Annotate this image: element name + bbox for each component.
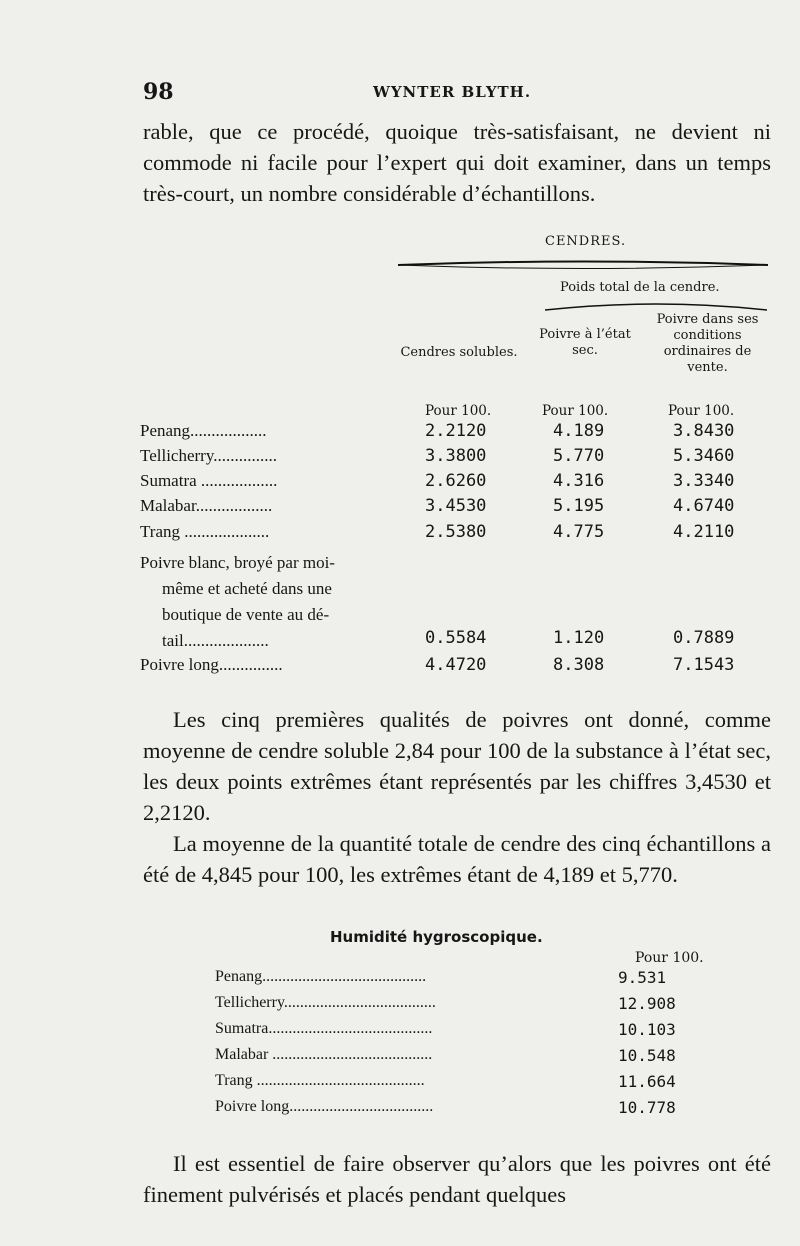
table-row: [140, 655, 780, 681]
cell-sec: 4.775: [553, 522, 605, 542]
paragraph-4: Il est essentiel de faire observer qu’alors que les poivres ont été finement pulvérisés et placés pendant quelques: [143, 1151, 771, 1207]
row-label: Tellicherry...............: [140, 446, 277, 465]
page-header: [143, 79, 773, 105]
running-title: WYNTER BLYTH.: [373, 83, 532, 101]
row-label: Sumatra.........................................: [215, 1020, 433, 1037]
table-row: [140, 446, 780, 472]
cell-vente: 5.3460: [673, 446, 735, 466]
cell-sec: 5.770: [553, 446, 605, 466]
cell-soluble: 0.5584: [425, 628, 487, 648]
row-label-line: boutique de vente au dé-: [162, 605, 330, 624]
page-number: 98: [143, 79, 174, 105]
table-row: [140, 496, 780, 522]
table-row: [215, 1020, 695, 1044]
row-label-line: Poivre blanc, broyé par moi-: [140, 553, 335, 572]
cell-sec: 4.316: [553, 471, 605, 491]
table-row: [215, 968, 695, 992]
table-row: [215, 994, 695, 1018]
paragraph-3: La moyenne de la quantité totale de cendre des cinq échantillons a été de 4,845 pour 100, les extrêmes étant de 4,189 et 5,770.: [143, 831, 771, 887]
table-row: [215, 1046, 695, 1070]
cell-value: 12.908: [618, 994, 676, 1013]
ornamental-rule: [398, 256, 768, 272]
row-label-line: même et acheté dans une: [162, 579, 332, 598]
unit-label: Pour 100.: [425, 403, 492, 419]
table-row: [140, 471, 780, 497]
cell-soluble: 2.2120: [425, 421, 487, 441]
group-header: Poids total de la cendre.: [560, 280, 720, 295]
row-label: Trang ....................: [140, 522, 270, 541]
cell-value: 10.778: [618, 1098, 676, 1117]
cell-soluble: 2.6260: [425, 471, 487, 491]
row-label: Tellicherry......................................: [215, 994, 436, 1011]
cell-soluble: 2.5380: [425, 522, 487, 542]
unit-label: Pour 100.: [542, 403, 609, 419]
row-label: Malabar ........................................: [215, 1046, 433, 1063]
cell-vente: 4.2110: [673, 522, 735, 542]
cell-value: 10.548: [618, 1046, 676, 1065]
col-header-soluble: Cendres solubles.: [400, 345, 518, 360]
humidite-title: Humidité hygroscopique.: [330, 928, 543, 946]
cell-value: 9.531: [618, 968, 667, 987]
cell-value: 11.664: [618, 1072, 676, 1091]
unit-label: Pour 100.: [635, 950, 704, 966]
cendres-title: CENDRES.: [545, 234, 627, 249]
cell-sec: 4.189: [553, 421, 605, 441]
paragraph-2: Les cinq premières qualités de poivres ont donné, comme moyenne de cendre soluble 2,84 pour 100 de la substance à l’état sec, les deux points extrêmes étant représentés par les chiffres 3,4530 et 2,2120.: [143, 707, 771, 825]
table-row: [140, 628, 780, 654]
row-label: Poivre long....................................: [215, 1098, 434, 1115]
cell-sec: 8.308: [553, 655, 605, 675]
cell-vente: 3.3340: [673, 471, 735, 491]
row-label: Malabar..................: [140, 496, 273, 515]
row-label: Penang..................: [140, 421, 267, 440]
col-header-sec: Poivre à l’état sec.: [539, 327, 631, 358]
table-row: [140, 522, 780, 548]
cell-vente: 3.8430: [673, 421, 735, 441]
brace-rule: [545, 298, 767, 312]
paragraph-1: rable, que ce procédé, quoique très-satisfaisant, ne devient ni commode ni facile pour l’expert qui doit examiner, dans un temps très-court, un nombre considérable d’échantillons.: [143, 119, 771, 206]
cell-vente: 0.7889: [673, 628, 735, 648]
cell-vente: 4.6740: [673, 496, 735, 516]
row-label: Sumatra ..................: [140, 471, 278, 490]
cell-sec: 1.120: [553, 628, 605, 648]
cell-soluble: 4.4720: [425, 655, 487, 675]
cell-value: 10.103: [618, 1020, 676, 1039]
table-row: [215, 1098, 695, 1122]
cell-soluble: 3.3800: [425, 446, 487, 466]
col-header-vente: Poivre dans ses conditions ordinaires de vente.: [656, 312, 759, 375]
row-label-line: tail....................: [162, 631, 269, 650]
row-label: Poivre long...............: [140, 655, 283, 674]
row-label: Trang ..........................................: [215, 1072, 425, 1089]
cell-sec: 5.195: [553, 496, 605, 516]
unit-label: Pour 100.: [668, 403, 735, 419]
row-label: Penang.........................................: [215, 968, 427, 985]
table-row: [215, 1072, 695, 1096]
table-row: [140, 421, 780, 447]
cell-soluble: 3.4530: [425, 496, 487, 516]
cell-vente: 7.1543: [673, 655, 735, 675]
